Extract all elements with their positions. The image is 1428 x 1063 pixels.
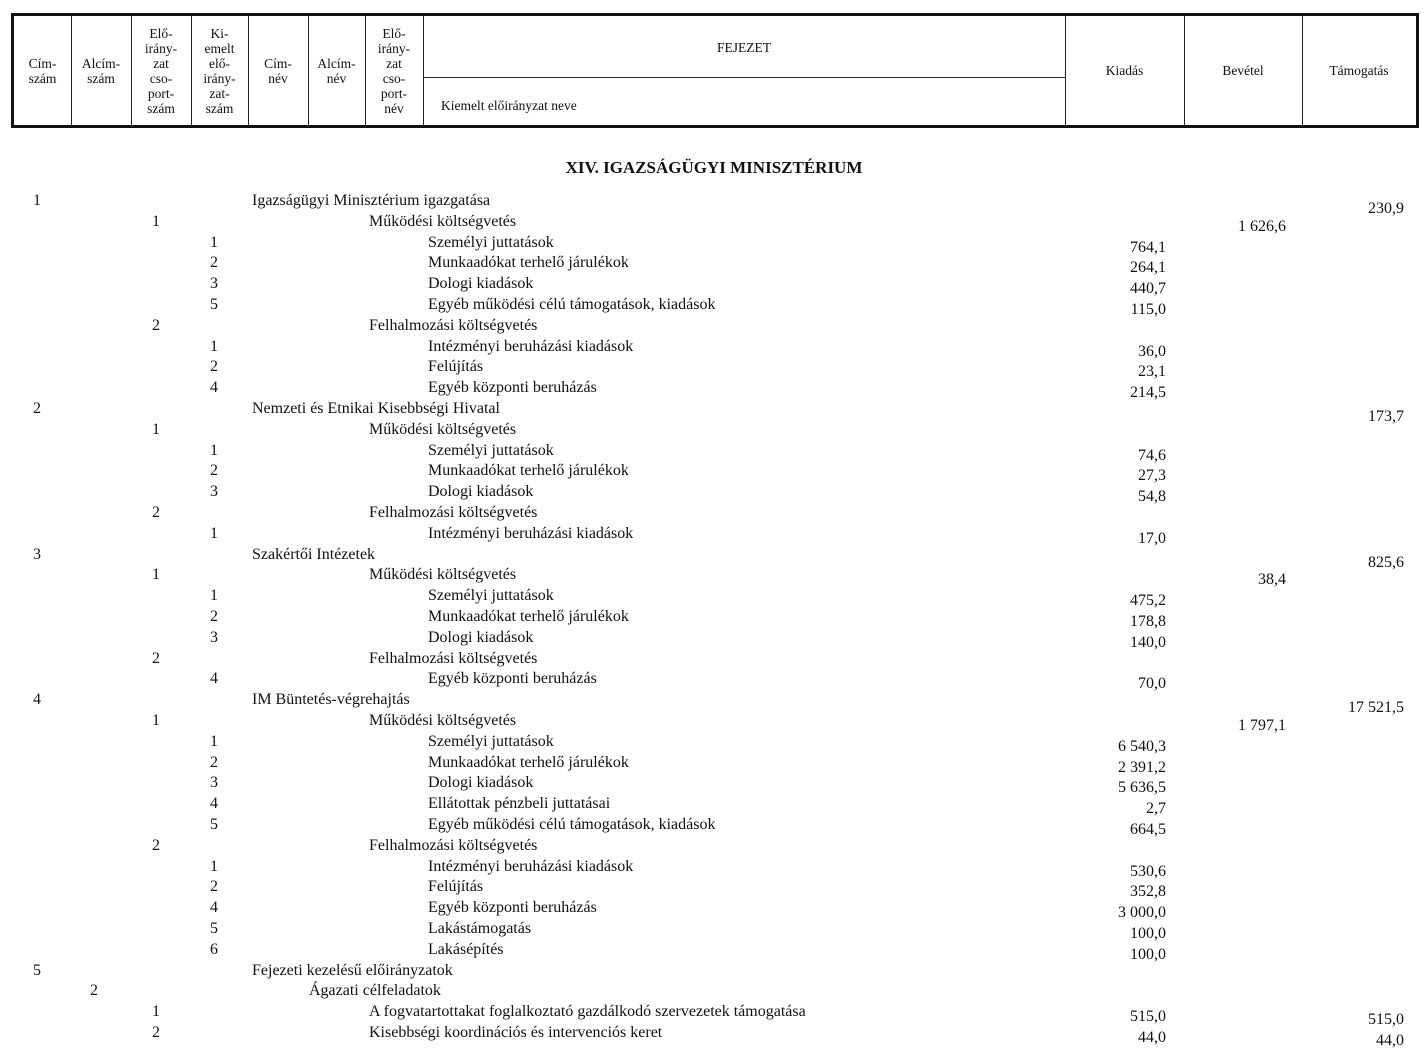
header-eloiranyzat-csoport-nev: Elő- irány- zat cso- port- név [377,25,411,116]
row-code-kiemelt: 4 [210,379,218,397]
row-kiadas: 44,0 [1138,1029,1166,1046]
header-cim-szam: Cím- szám [28,55,57,86]
row-code-csop: 2 [152,316,160,334]
row-kiadas: 74,6 [1138,446,1166,464]
row-name: Intézményi beruházási kiadások [428,857,634,875]
row-kiadas: 178,8 [1130,613,1166,630]
row-name: Egyéb központi beruházás [428,899,597,917]
row-code-csop: 1 [152,712,160,729]
row-name: Munkaadókat terhelő járulékok [428,753,629,771]
row-bevetel: 1 797,1 [1238,717,1286,734]
row-code-kiemelt: 1 [210,337,218,355]
row-name: Ágazati célfeladatok [309,982,441,1000]
row-kiadas: 36,0 [1138,342,1166,360]
row-bevetel: 38,4 [1258,571,1286,589]
row-code-kiemelt: 2 [210,462,218,480]
row-code-kiemelt: 1 [210,587,218,605]
row-code-cim: 2 [33,400,41,417]
row-code-kiemelt: 2 [210,753,218,771]
row-kiadas: 100,0 [1130,945,1166,963]
row-name: Ellátottak pénzbeli juttatásai [428,795,611,813]
row-kiadas: 54,8 [1138,488,1166,506]
row-name: Egyéb működési célú támogatások, kiadások [428,296,716,313]
row-kiadas: 764,1 [1130,238,1166,256]
row-kiadas: 23,1 [1138,363,1166,381]
row-code-kiemelt: 3 [210,628,218,646]
row-kiadas: 27,3 [1138,467,1166,485]
row-code-kiemelt: 4 [210,795,218,813]
header-fejezet: FEJEZET [717,40,771,55]
row-name: Személyi juttatások [428,441,554,459]
row-name: Egyéb központi beruházás [428,379,597,397]
row-name: Lakásépítés [428,940,504,958]
row-name: Egyéb működési célú támogatások, kiadások [428,816,716,833]
row-code-csop: 1 [152,212,160,230]
row-code-kiemelt: 1 [210,732,218,750]
row-code-kiemelt: 2 [210,608,218,625]
row-kiadas: 115,0 [1130,301,1166,318]
row-name: Személyi juttatások [428,587,554,605]
row-kiadas: 6 540,3 [1118,737,1166,755]
row-kiadas: 3 000,0 [1118,904,1166,922]
row-code-kiemelt: 2 [210,254,218,272]
row-name: Lakástámogatás [428,920,532,937]
row-name: IM Büntetés-végrehajtás [252,691,410,709]
header-alcim-szam: Alcím- szám [81,55,121,86]
row-code-kiemelt: 1 [210,857,218,875]
row-name: Munkaadókat terhelő járulékok [428,254,629,272]
row-name: Személyi juttatások [428,732,554,750]
row-name: Intézményi beruházási kiadások [428,524,634,542]
row-name: Munkaadókat terhelő járulékok [428,462,629,480]
header-alcim-nev: Alcím- név [317,55,356,86]
row-code-kiemelt: 5 [210,816,218,833]
row-name: Személyi juttatások [428,233,554,251]
row-name: A fogvatartottakat foglalkoztató gazdálkodó szervezetek támogatása [369,1003,806,1021]
row-kiadas: 352,8 [1130,883,1166,901]
header-bevetel: Bevétel [1222,63,1264,78]
row-code-cim: 3 [33,545,41,563]
row-name: Felhalmozási költségvetés [369,504,538,521]
row-kiadas: 264,1 [1130,259,1166,277]
row-name: Dologi kiadások [428,774,534,792]
row-kiadas: 475,2 [1130,592,1166,610]
row-bevetel: 1 626,6 [1238,217,1286,235]
row-tamogatas: 825,6 [1368,553,1404,571]
row-code-csop: 1 [152,1003,160,1021]
row-code-kiemelt: 2 [210,878,218,896]
row-name: Működési költségvetés [369,212,517,230]
row-name: Dologi kiadások [428,275,534,293]
row-code-kiemelt: 4 [210,670,218,688]
row-code-kiemelt: 6 [210,940,218,958]
row-kiadas: 140,0 [1130,633,1166,651]
row-code-csop: 1 [152,566,160,584]
row-tamogatas: 44,0 [1376,1032,1404,1049]
row-code-kiemelt: 5 [210,296,218,313]
row-code-kiemelt: 2 [210,358,218,376]
row-name: Felhalmozási költségvetés [369,316,538,334]
row-code-csop: 2 [152,504,160,521]
row-name: Nemzeti és Etnikai Kisebbségi Hivatal [252,400,500,417]
header-eloiranyzat-csoport-szam: Elő- irány- zat cso- port- szám [144,25,178,116]
row-code-csop: 1 [152,420,160,438]
row-code-cim: 4 [33,691,41,709]
row-tamogatas: 515,0 [1368,1011,1404,1029]
row-kiadas: 100,0 [1130,925,1166,942]
row-tamogatas: 230,9 [1368,200,1404,217]
row-code-kiemelt: 3 [210,774,218,792]
row-name: Felújítás [428,358,484,376]
row-name: Működési költségvetés [369,420,517,438]
row-code-kiemelt: 3 [210,275,218,293]
row-tamogatas: 17 521,5 [1348,699,1404,717]
row-name: Dologi kiadások [428,483,534,501]
row-name: Felhalmozási költségvetés [369,649,538,667]
row-kiadas: 214,5 [1130,384,1166,402]
row-tamogatas: 173,7 [1368,408,1404,425]
row-code-csop: 2 [152,649,160,667]
row-code-cim: 1 [33,192,41,209]
row-kiadas: 515,0 [1130,1008,1166,1026]
row-code-cim: 5 [33,961,41,979]
row-name: Intézményi beruházási kiadások [428,337,634,355]
row-name: Szakértői Intézetek [252,545,376,563]
column-header-table [11,13,1419,128]
row-code-kiemelt: 1 [210,441,218,459]
row-name: Egyéb központi beruházás [428,670,597,688]
row-name: Fejezeti kezelésű előirányzatok [252,961,453,979]
row-name: Dologi kiadások [428,628,534,646]
row-name: Felhalmozási költségvetés [369,836,538,854]
row-code-kiemelt: 5 [210,920,218,937]
row-name: Működési költségvetés [369,712,517,729]
header-kiemelt-eloiranyzat-szam: Ki- emelt elő- irány- zat- szám [203,25,236,116]
row-code-kiemelt: 4 [210,899,218,917]
row-kiadas: 440,7 [1130,280,1166,298]
row-code-kiemelt: 1 [210,233,218,251]
row-kiadas: 530,6 [1130,862,1166,880]
chapter-title: XIV. IGAZSÁGÜGYI MINISZTÉRIUM [565,158,863,177]
row-name: Működési költségvetés [369,566,517,584]
header-cim-nev: Cím- név [264,55,292,86]
row-kiadas: 2 391,2 [1118,758,1166,776]
row-code-kiemelt: 3 [210,483,218,501]
row-code-kiemelt: 1 [210,524,218,542]
row-kiadas: 2,7 [1146,800,1166,818]
row-code-csop: 2 [152,1024,160,1041]
row-name: Kisebbségi koordinációs és intervenciós keret [369,1024,663,1041]
header-kiemelt-nev: Kiemelt előirányzat neve [441,98,577,113]
row-code-alcim: 2 [90,982,98,1000]
header-tamogatas: Támogatás [1329,63,1389,78]
row-kiadas: 5 636,5 [1118,779,1166,797]
row-code-csop: 2 [152,836,160,854]
row-kiadas: 70,0 [1138,675,1166,693]
header-kiadas: Kiadás [1105,63,1144,78]
row-kiadas: 664,5 [1130,821,1166,838]
row-name: Munkaadókat terhelő járulékok [428,608,629,625]
row-name: Igazságügyi Minisztérium igazgatása [252,192,491,209]
row-name: Felújítás [428,878,484,896]
row-kiadas: 17,0 [1138,529,1166,547]
